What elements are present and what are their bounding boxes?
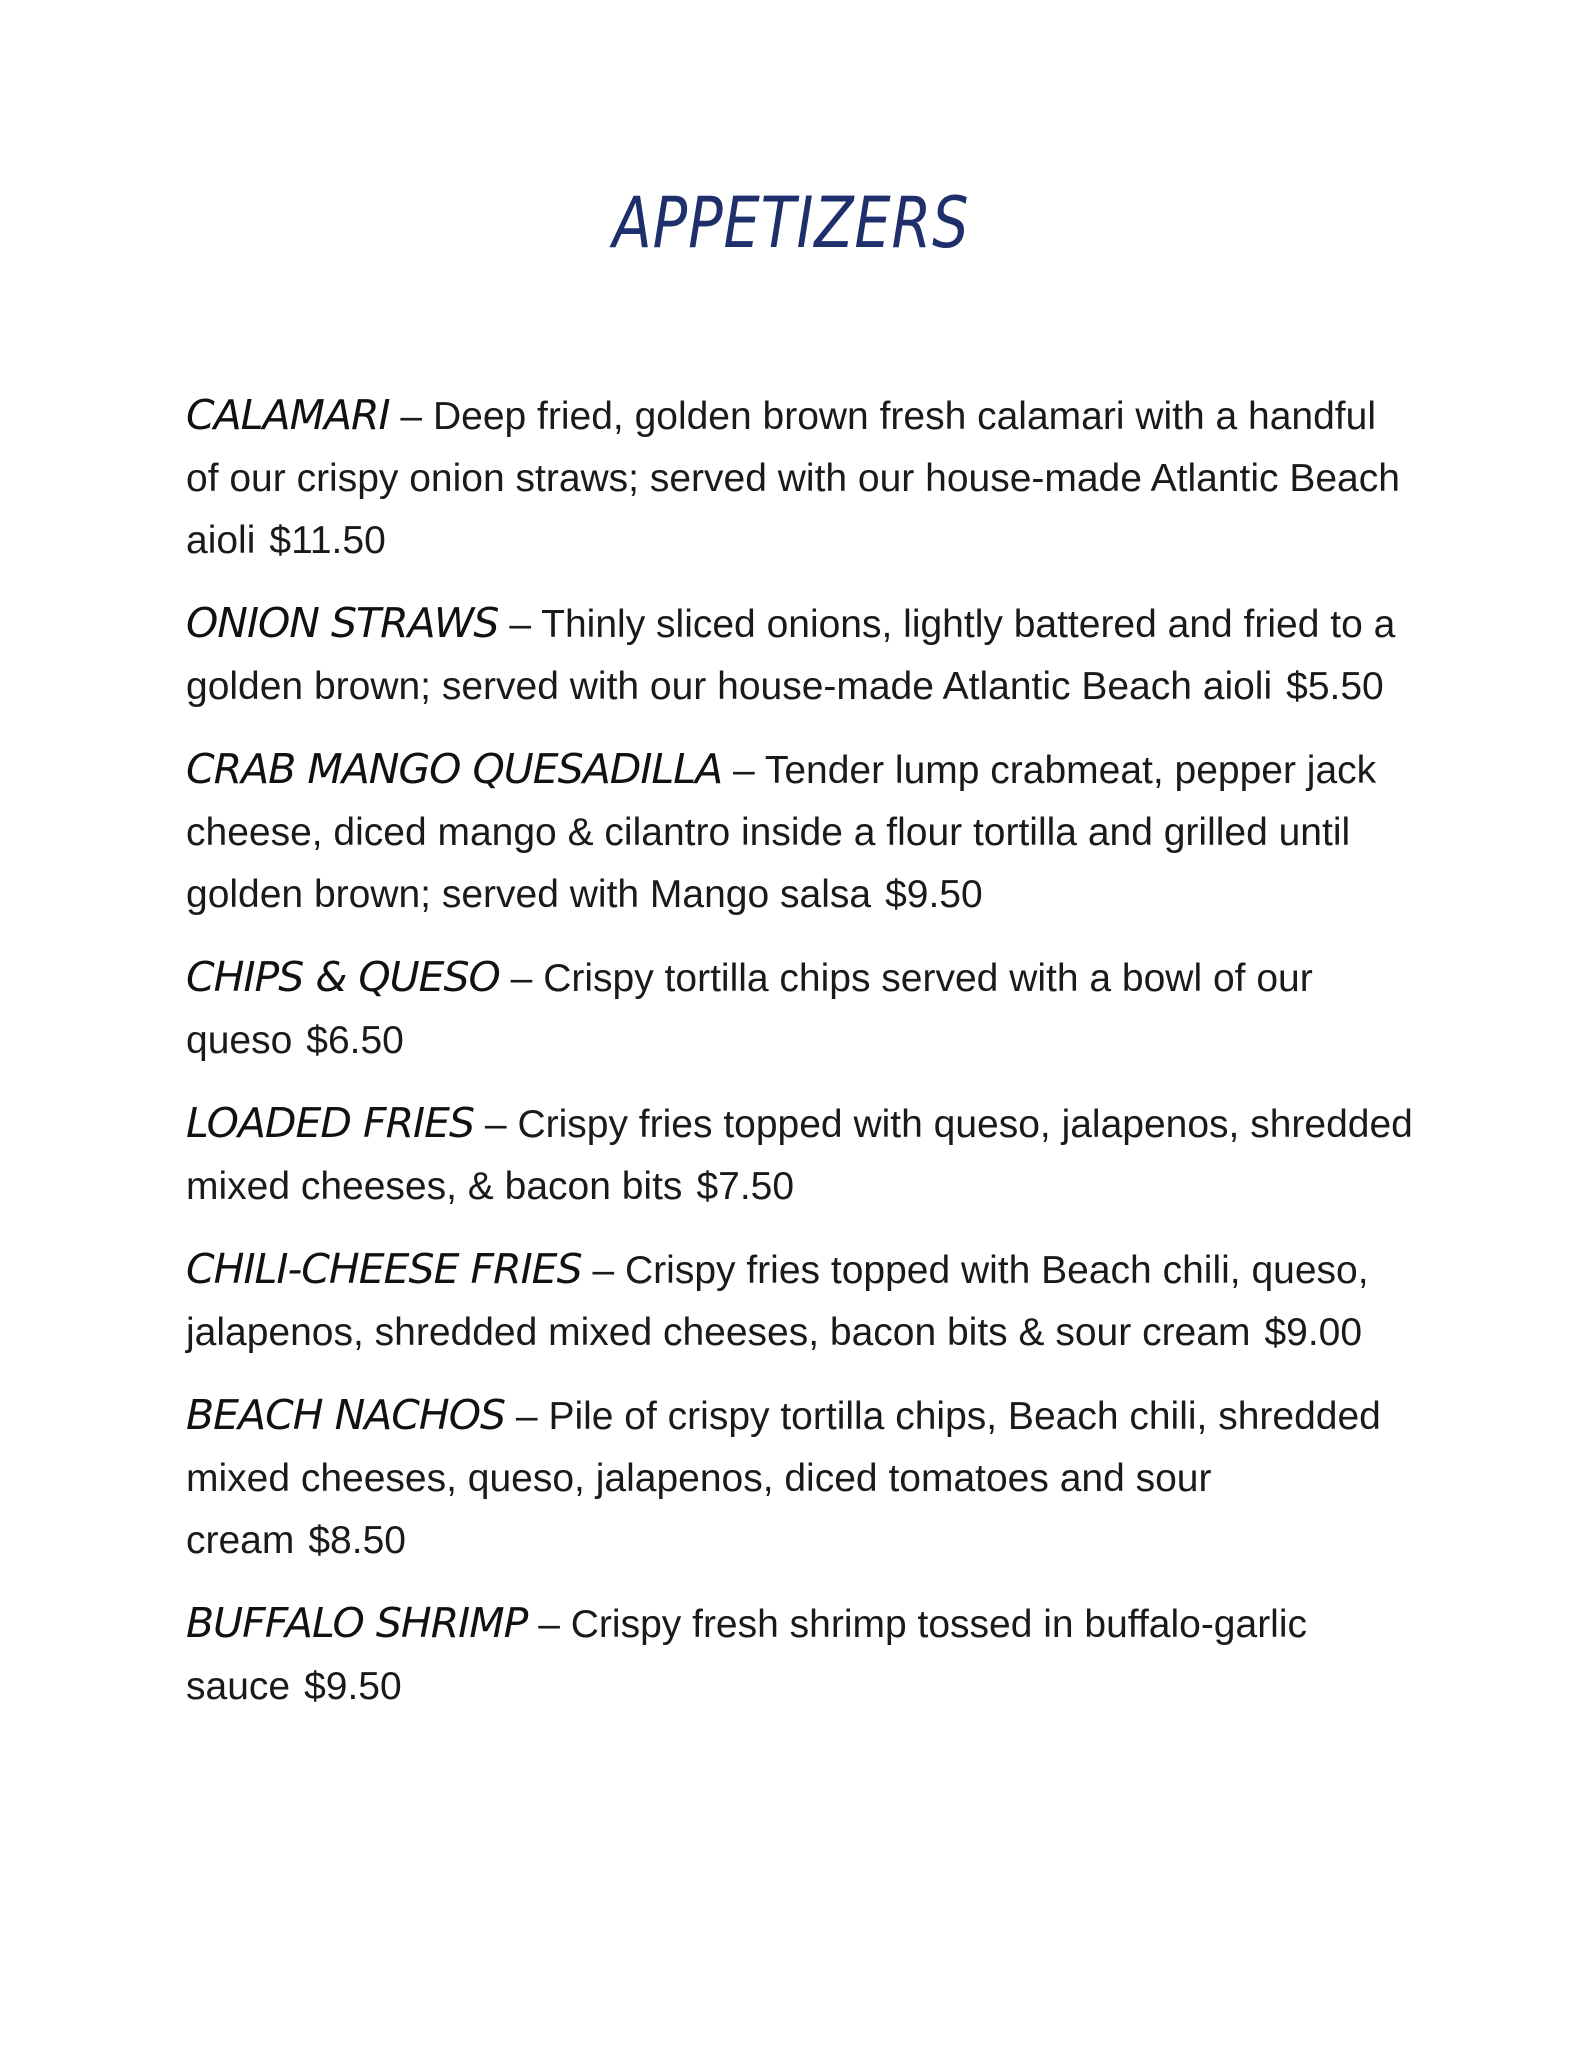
item-name: CHIPS & QUESO — [186, 953, 500, 1001]
menu-item-chili-cheese-fries — [186, 1238, 1416, 1364]
item-price: $6.50 — [306, 1019, 404, 1062]
menu-item-crab-mango-quesadilla — [186, 738, 1416, 926]
item-name: ONION STRAWS — [186, 599, 499, 647]
menu-items-list — [186, 384, 1416, 1738]
menu-item-beach-nachos — [186, 1384, 1416, 1572]
menu-item-buffalo-shrimp — [186, 1592, 1416, 1718]
item-separator: – — [510, 957, 533, 1000]
item-name: CHILI-CHEESE FRIES — [186, 1245, 582, 1293]
item-separator: – — [484, 1103, 507, 1146]
item-separator: – — [538, 1603, 560, 1646]
item-description: Tender lump crabmeat, pepper jack cheese, diced mango & cilantro inside a flour tortilla and grilled until golden brown; served with Mango salsa — [186, 749, 1377, 916]
item-price: $7.50 — [696, 1165, 795, 1208]
item-separator: – — [733, 749, 755, 792]
item-name: BUFFALO SHRIMP — [186, 1599, 528, 1647]
item-name: CALAMARI — [186, 391, 390, 439]
item-description: Pile of crispy tortilla chips, Beach chili, shredded mixed cheeses, queso, jalapenos, diced tomatoes and sour cream — [186, 1395, 1381, 1562]
item-description: Crispy fries topped with queso, jalapenos, shredded mixed cheeses, & bacon bits — [186, 1103, 1413, 1208]
menu-item-onion-straws — [186, 592, 1416, 718]
item-price: $9.00 — [1264, 1311, 1363, 1354]
item-price: $11.50 — [269, 519, 386, 562]
item-name: CRAB MANGO QUESADILLA — [186, 745, 723, 793]
item-separator: – — [515, 1395, 538, 1438]
item-price: $5.50 — [1286, 665, 1384, 708]
item-description: Crispy tortilla chips served with a bowl of our queso — [186, 957, 1313, 1062]
item-description: Crispy fresh shrimp tossed in buffalo-garlic sauce — [186, 1603, 1308, 1708]
item-price: $8.50 — [308, 1519, 406, 1562]
item-separator: – — [400, 395, 423, 438]
item-name: BEACH NACHOS — [186, 1391, 506, 1439]
item-price: $9.50 — [885, 873, 983, 916]
item-separator: – — [592, 1249, 615, 1292]
item-description: Deep fried, golden brown fresh calamari with a handful of our crispy onion straws; served with our house-made Atlantic Beach aioli — [186, 395, 1400, 562]
item-name: LOADED FRIES — [186, 1099, 475, 1147]
item-separator: – — [509, 603, 532, 646]
item-description: Crispy fries topped with Beach chili, queso, jalapenos, shredded mixed cheeses, bacon bits & sour cream — [186, 1249, 1369, 1354]
item-price: $9.50 — [304, 1665, 402, 1708]
menu-title: APPETIZERS — [612, 182, 970, 264]
item-description: Thinly sliced onions, lightly battered and fried to a golden brown; served with our house-made Atlantic Beach aioli — [186, 603, 1396, 708]
menu-item-loaded-fries — [186, 1092, 1416, 1218]
menu-item-chips-queso — [186, 946, 1416, 1072]
menu-item-calamari — [186, 384, 1416, 572]
